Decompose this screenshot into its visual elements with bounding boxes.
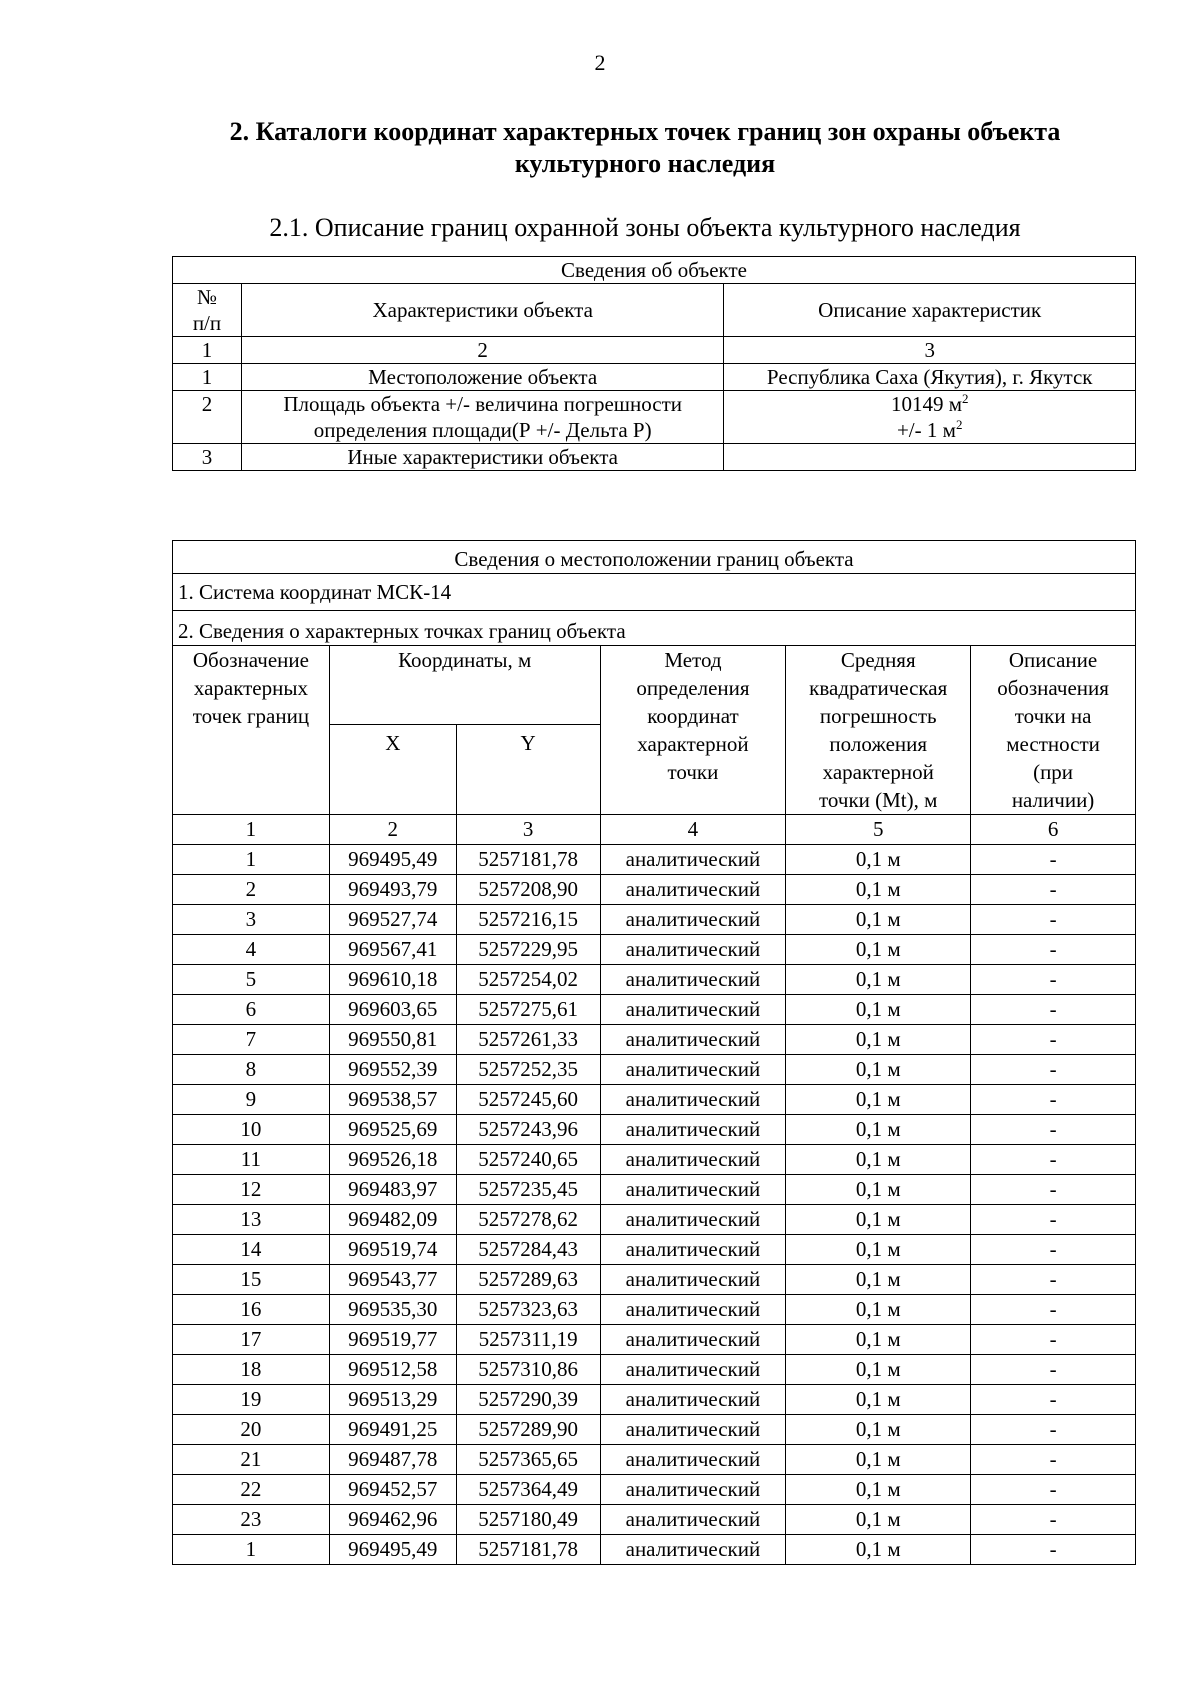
area-superscript: 2 xyxy=(961,391,969,406)
table-row xyxy=(173,965,1136,995)
description: - xyxy=(971,1145,1136,1175)
description: - xyxy=(971,1505,1136,1535)
header-line: точки на xyxy=(1014,704,1092,728)
point-number: 9 xyxy=(173,1085,330,1115)
table-row xyxy=(173,935,1136,965)
table-row xyxy=(173,905,1136,935)
point-number: 18 xyxy=(173,1355,330,1385)
col-num-header xyxy=(173,284,242,337)
point-number: 10 xyxy=(173,1115,330,1145)
table-row xyxy=(173,1445,1136,1475)
method: аналитический xyxy=(600,1355,786,1385)
method: аналитический xyxy=(600,1085,786,1115)
coord-y: 5257275,61 xyxy=(456,995,600,1025)
col-coords-header: Координаты, м xyxy=(329,646,600,725)
error: 0,1 м xyxy=(786,1385,971,1415)
header-line: Обозначение xyxy=(192,648,309,672)
coord-x: 969543,77 xyxy=(329,1265,456,1295)
point-number: 2 xyxy=(173,875,330,905)
method: аналитический xyxy=(600,1115,786,1145)
location-table xyxy=(172,540,1136,1565)
table-row xyxy=(173,1235,1136,1265)
index-cell: 3 xyxy=(456,815,600,845)
col-num-line2: п/п xyxy=(192,311,222,335)
coord-y: 5257235,45 xyxy=(456,1175,600,1205)
coord-y: 5257284,43 xyxy=(456,1235,600,1265)
coord-x: 969567,41 xyxy=(329,935,456,965)
method: аналитический xyxy=(600,905,786,935)
object-info-column-headers xyxy=(173,284,1136,337)
description: - xyxy=(971,905,1136,935)
index-cell: 2 xyxy=(329,815,456,845)
description: - xyxy=(971,935,1136,965)
table-row xyxy=(173,391,1136,444)
error: 0,1 м xyxy=(786,1085,971,1115)
coord-y: 5257245,60 xyxy=(456,1085,600,1115)
characteristic-line2: определения площади(Р +/- Дельта Р) xyxy=(313,418,652,442)
error: 0,1 м xyxy=(786,1265,971,1295)
description: - xyxy=(971,1535,1136,1565)
header-line: обозначения xyxy=(997,676,1109,700)
error: 0,1 м xyxy=(786,1205,971,1235)
header-line: квадратическая xyxy=(809,676,948,700)
description: - xyxy=(971,1085,1136,1115)
table-row xyxy=(173,1505,1136,1535)
coord-x: 969491,25 xyxy=(329,1415,456,1445)
table-row xyxy=(173,1055,1136,1085)
header-line: наличии) xyxy=(1011,788,1095,812)
characteristic: Местоположение объекта xyxy=(241,364,723,391)
description: - xyxy=(971,1295,1136,1325)
coord-x: 969519,74 xyxy=(329,1235,456,1265)
index-cell: 4 xyxy=(600,815,786,845)
description: - xyxy=(971,1025,1136,1055)
table-row xyxy=(173,1475,1136,1505)
coord-y: 5257365,65 xyxy=(456,1445,600,1475)
points-column-headers xyxy=(173,646,1136,725)
coord-x: 969525,69 xyxy=(329,1115,456,1145)
description: - xyxy=(971,1115,1136,1145)
coord-x: 969512,58 xyxy=(329,1355,456,1385)
point-number: 15 xyxy=(173,1265,330,1295)
description: - xyxy=(971,1325,1136,1355)
index-cell: 2 xyxy=(241,337,723,364)
header-line: координат xyxy=(647,704,739,728)
row-number: 2 xyxy=(173,391,242,444)
method: аналитический xyxy=(600,1325,786,1355)
points-body xyxy=(173,845,1136,1565)
point-number: 20 xyxy=(173,1415,330,1445)
description: - xyxy=(971,1055,1136,1085)
section-subtitle: 2.1. Описание границ охранной зоны объекта культурного наследия xyxy=(269,213,1021,242)
coord-y: 5257310,86 xyxy=(456,1355,600,1385)
coord-y: 5257216,15 xyxy=(456,905,600,935)
point-number: 21 xyxy=(173,1445,330,1475)
table-row xyxy=(173,1085,1136,1115)
coord-x: 969482,09 xyxy=(329,1205,456,1235)
col-error-header xyxy=(786,646,971,815)
point-number: 1 xyxy=(173,1535,330,1565)
coord-x: 969495,49 xyxy=(329,1535,456,1565)
coord-y: 5257364,49 xyxy=(456,1475,600,1505)
description: - xyxy=(971,1355,1136,1385)
error: 0,1 м xyxy=(786,1325,971,1355)
error: 0,1 м xyxy=(786,1445,971,1475)
point-number: 4 xyxy=(173,935,330,965)
point-number: 1 xyxy=(173,845,330,875)
error: 0,1 м xyxy=(786,1025,971,1055)
point-number: 12 xyxy=(173,1175,330,1205)
error: 0,1 м xyxy=(786,845,971,875)
coord-y: 5257289,90 xyxy=(456,1415,600,1445)
area-error-text: +/- 1 м xyxy=(896,418,956,442)
error: 0,1 м xyxy=(786,1475,971,1505)
description xyxy=(724,391,1136,444)
row-number: 1 xyxy=(173,364,242,391)
header-line: (при xyxy=(1033,760,1074,784)
table-row xyxy=(173,1295,1136,1325)
error: 0,1 м xyxy=(786,1535,971,1565)
error: 0,1 м xyxy=(786,1355,971,1385)
index-cell: 1 xyxy=(173,815,330,845)
method: аналитический xyxy=(600,935,786,965)
description: - xyxy=(971,1235,1136,1265)
title-line-1: 2. Каталоги координат характерных точек границ зон охраны объекта xyxy=(229,117,1061,146)
method: аналитический xyxy=(600,1265,786,1295)
coord-y: 5257181,78 xyxy=(456,845,600,875)
table-row xyxy=(173,1175,1136,1205)
col-y-header: Y xyxy=(456,725,600,815)
coord-y: 5257289,63 xyxy=(456,1265,600,1295)
error: 0,1 м xyxy=(786,965,971,995)
coord-x: 969535,30 xyxy=(329,1295,456,1325)
point-number: 7 xyxy=(173,1025,330,1055)
table-row xyxy=(173,444,1136,471)
error: 0,1 м xyxy=(786,905,971,935)
error: 0,1 м xyxy=(786,1115,971,1145)
table-row xyxy=(173,1115,1136,1145)
page-number: 2 xyxy=(594,50,606,75)
coord-x: 969483,97 xyxy=(329,1175,456,1205)
error: 0,1 м xyxy=(786,875,971,905)
header-line: характерной xyxy=(637,732,749,756)
description: - xyxy=(971,1415,1136,1445)
description: - xyxy=(971,1445,1136,1475)
description: - xyxy=(971,1385,1136,1415)
col-method-header xyxy=(600,646,786,815)
coord-y: 5257261,33 xyxy=(456,1025,600,1055)
col-desc-header: Описание характеристик xyxy=(724,284,1136,337)
coord-x: 969526,18 xyxy=(329,1145,456,1175)
coord-x: 969452,57 xyxy=(329,1475,456,1505)
table-row xyxy=(173,875,1136,905)
coord-y: 5257290,39 xyxy=(456,1385,600,1415)
table-row xyxy=(173,1415,1136,1445)
error: 0,1 м xyxy=(786,935,971,965)
description: - xyxy=(971,1175,1136,1205)
col-char-header: Характеристики объекта xyxy=(241,284,723,337)
header-line: положения xyxy=(829,732,928,756)
table-row xyxy=(173,364,1136,391)
method: аналитический xyxy=(600,845,786,875)
description: - xyxy=(971,1205,1136,1235)
coord-x: 969487,78 xyxy=(329,1445,456,1475)
coord-y: 5257208,90 xyxy=(456,875,600,905)
header-line: точки (Mt), м xyxy=(819,788,938,812)
coord-x: 969493,79 xyxy=(329,875,456,905)
table-row xyxy=(173,1355,1136,1385)
col-description-header xyxy=(971,646,1136,815)
location-header: Сведения о местоположении границ объекта xyxy=(173,541,1136,574)
characteristic-line1: Площадь объекта +/- величина погрешности xyxy=(283,392,682,416)
point-number: 19 xyxy=(173,1385,330,1415)
points-info: 2. Сведения о характерных точках границ объекта xyxy=(173,611,1136,646)
table-row xyxy=(173,1535,1136,1565)
error: 0,1 м xyxy=(786,1505,971,1535)
characteristic: Иные характеристики объекта xyxy=(241,444,723,471)
description: - xyxy=(971,875,1136,905)
method: аналитический xyxy=(600,1475,786,1505)
coord-y: 5257323,63 xyxy=(456,1295,600,1325)
description: Республика Саха (Якутия), г. Якутск xyxy=(724,364,1136,391)
header-line: точки xyxy=(667,760,719,784)
method: аналитический xyxy=(600,1235,786,1265)
method: аналитический xyxy=(600,965,786,995)
coord-x: 969527,74 xyxy=(329,905,456,935)
header-line: Средняя xyxy=(840,648,916,672)
header-line: Метод xyxy=(664,648,722,672)
coord-x: 969513,29 xyxy=(329,1385,456,1415)
col-num-line1: № xyxy=(196,285,217,309)
error: 0,1 м xyxy=(786,1295,971,1325)
coord-x: 969462,96 xyxy=(329,1505,456,1535)
description: - xyxy=(971,845,1136,875)
point-number: 6 xyxy=(173,995,330,1025)
method: аналитический xyxy=(600,1415,786,1445)
coord-y: 5257252,35 xyxy=(456,1055,600,1085)
method: аналитический xyxy=(600,1145,786,1175)
coord-x: 969550,81 xyxy=(329,1025,456,1055)
index-cell: 3 xyxy=(724,337,1136,364)
point-number: 16 xyxy=(173,1295,330,1325)
coord-x: 969538,57 xyxy=(329,1085,456,1115)
object-info-index-row xyxy=(173,337,1136,364)
point-number: 5 xyxy=(173,965,330,995)
point-number: 14 xyxy=(173,1235,330,1265)
index-cell: 5 xyxy=(786,815,971,845)
error: 0,1 м xyxy=(786,1055,971,1085)
col-x-header: X xyxy=(329,725,456,815)
coord-x: 969519,77 xyxy=(329,1325,456,1355)
area-value-text: 10149 м xyxy=(890,392,962,416)
error: 0,1 м xyxy=(786,1145,971,1175)
method: аналитический xyxy=(600,1055,786,1085)
header-line: местности xyxy=(1006,732,1100,756)
coord-x: 969495,49 xyxy=(329,845,456,875)
point-number: 11 xyxy=(173,1145,330,1175)
table-row xyxy=(173,1025,1136,1055)
table-row xyxy=(173,1145,1136,1175)
coord-x: 969610,18 xyxy=(329,965,456,995)
error: 0,1 м xyxy=(786,995,971,1025)
row-number: 3 xyxy=(173,444,242,471)
coord-y: 5257254,02 xyxy=(456,965,600,995)
point-number: 23 xyxy=(173,1505,330,1535)
error-superscript: 2 xyxy=(955,417,963,432)
points-index-row xyxy=(173,815,1136,845)
coord-y: 5257278,62 xyxy=(456,1205,600,1235)
coordinate-system: 1. Система координат МСК-14 xyxy=(173,574,1136,611)
area-error xyxy=(729,417,1130,443)
method: аналитический xyxy=(600,1025,786,1055)
error: 0,1 м xyxy=(786,1415,971,1445)
coord-y: 5257181,78 xyxy=(456,1535,600,1565)
index-cell: 1 xyxy=(173,337,242,364)
error: 0,1 м xyxy=(786,1175,971,1205)
coord-y: 5257240,65 xyxy=(456,1145,600,1175)
table-row xyxy=(173,1325,1136,1355)
table-row xyxy=(173,1205,1136,1235)
table-row xyxy=(173,1385,1136,1415)
header-line: характерной xyxy=(822,760,934,784)
object-info-table xyxy=(172,256,1136,471)
header-line: характерных xyxy=(193,676,308,700)
description: - xyxy=(971,965,1136,995)
point-number: 8 xyxy=(173,1055,330,1085)
table-row xyxy=(173,845,1136,875)
header-line: точек границ xyxy=(192,704,310,728)
coord-x: 969552,39 xyxy=(329,1055,456,1085)
coord-y: 5257180,49 xyxy=(456,1505,600,1535)
point-number: 17 xyxy=(173,1325,330,1355)
coord-x: 969603,65 xyxy=(329,995,456,1025)
method: аналитический xyxy=(600,1385,786,1415)
description: - xyxy=(971,1265,1136,1295)
point-number: 3 xyxy=(173,905,330,935)
point-number: 13 xyxy=(173,1205,330,1235)
header-line: определения xyxy=(636,676,750,700)
method: аналитический xyxy=(600,995,786,1025)
col-point-header xyxy=(173,646,330,815)
index-cell: 6 xyxy=(971,815,1136,845)
title-line-2: культурного наследия xyxy=(514,149,776,178)
header-line: погрешность xyxy=(819,704,937,728)
point-number: 22 xyxy=(173,1475,330,1505)
coord-y: 5257229,95 xyxy=(456,935,600,965)
method: аналитический xyxy=(600,1445,786,1475)
description: - xyxy=(971,1475,1136,1505)
method: аналитический xyxy=(600,1535,786,1565)
object-info-header: Сведения об объекте xyxy=(173,257,1136,284)
document-title xyxy=(150,116,1140,180)
method: аналитический xyxy=(600,1175,786,1205)
table-row xyxy=(173,1265,1136,1295)
table-row xyxy=(173,995,1136,1025)
header-line: Описание xyxy=(1008,648,1098,672)
method: аналитический xyxy=(600,1505,786,1535)
method: аналитический xyxy=(600,875,786,905)
method: аналитический xyxy=(600,1205,786,1235)
method: аналитический xyxy=(600,1295,786,1325)
area-value xyxy=(729,391,1130,417)
coord-y: 5257243,96 xyxy=(456,1115,600,1145)
coord-y: 5257311,19 xyxy=(456,1325,600,1355)
error: 0,1 м xyxy=(786,1235,971,1265)
description xyxy=(724,444,1136,471)
description: - xyxy=(971,995,1136,1025)
characteristic xyxy=(241,391,723,444)
